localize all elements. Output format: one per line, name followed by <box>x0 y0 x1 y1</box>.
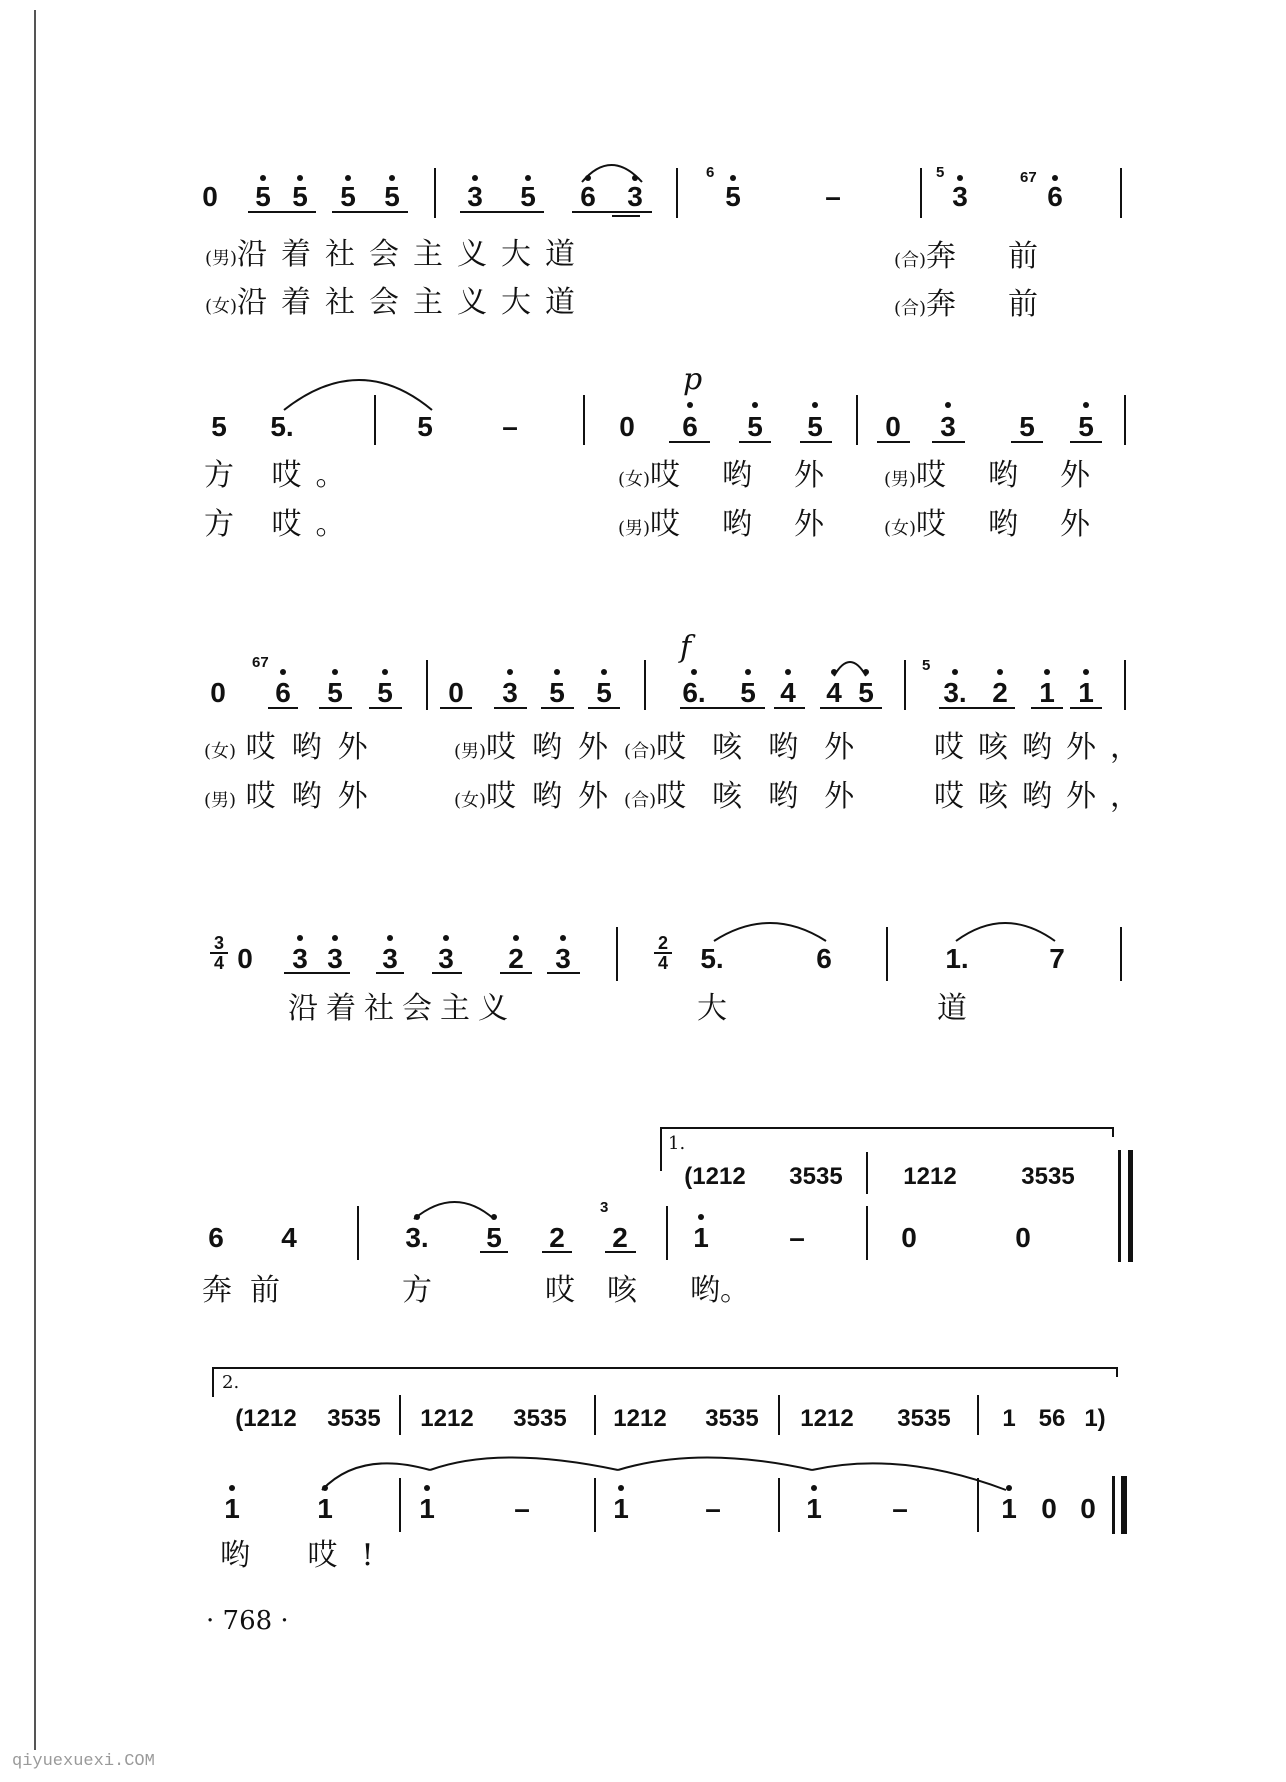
dash: – <box>502 411 518 442</box>
octave-dot <box>491 1214 497 1220</box>
lyrics: 方 <box>402 1273 432 1308</box>
barline <box>886 927 888 981</box>
barline <box>856 395 858 445</box>
note: 0 <box>202 181 218 212</box>
octave-dot <box>687 402 693 408</box>
accompaniment: 1212 <box>420 1405 474 1432</box>
octave-dot <box>507 669 513 675</box>
note: 0 <box>1015 1222 1031 1253</box>
note: 1 <box>806 1493 822 1524</box>
octave-dot <box>560 935 566 941</box>
barline <box>616 927 618 981</box>
accompaniment: 3535 <box>1021 1163 1075 1190</box>
grace-note: 5 <box>936 164 945 181</box>
note: 1 <box>693 1222 709 1253</box>
lyrics-part: (男)哎哟外(合)哎咳哟外 <box>454 730 881 765</box>
lyrics-part: (男) 哎哟外 <box>204 779 384 814</box>
note: 5 <box>807 411 823 442</box>
barline <box>594 1478 596 1532</box>
octave-dot <box>280 669 286 675</box>
note: 5 <box>255 181 271 212</box>
barline <box>357 1206 359 1260</box>
lyrics-line-1: 方 哎。 <box>204 458 360 493</box>
volta-bracket <box>212 1367 1118 1369</box>
note: 5 <box>520 181 536 212</box>
slur <box>284 380 432 410</box>
note: 5 <box>725 181 741 212</box>
note: 1 <box>224 1493 240 1524</box>
volta-bracket <box>660 1127 662 1171</box>
barline <box>904 660 906 710</box>
octave-dot <box>1083 669 1089 675</box>
volta-label: 1. <box>668 1133 686 1154</box>
note: 3 <box>292 943 308 974</box>
dash: – <box>789 1222 805 1253</box>
note: 0 <box>885 411 901 442</box>
dash: – <box>514 1493 530 1524</box>
note: 6 <box>208 1222 224 1253</box>
note: 1 <box>1001 1493 1017 1524</box>
note: 3. <box>943 677 967 708</box>
time-signature: 2 4 <box>654 934 672 972</box>
note: 7 <box>1049 943 1065 974</box>
repeat-barline <box>1118 1150 1121 1262</box>
note: 5 <box>292 181 308 212</box>
note: 1 <box>317 1493 333 1524</box>
accompaniment: 3535 <box>789 1163 843 1190</box>
note: 0 <box>1041 1493 1057 1524</box>
lyrics: 沿着社会主义 <box>288 991 516 1026</box>
accompaniment: (1212 <box>684 1163 746 1190</box>
lyrics-part: (女)哎哟外(合)哎咳哟外 <box>454 779 881 814</box>
note: 6 <box>580 181 596 212</box>
note: 3 <box>467 181 483 212</box>
note: 5 <box>1019 411 1035 442</box>
note: 5 <box>384 181 400 212</box>
barline <box>866 1206 868 1260</box>
repeat-barline <box>1128 1150 1133 1262</box>
octave-dot <box>601 669 607 675</box>
note: 5 <box>549 677 565 708</box>
note: 5 <box>596 677 612 708</box>
octave-dot <box>691 669 697 675</box>
accompaniment: 1) <box>1084 1405 1106 1432</box>
octave-dot <box>831 669 837 675</box>
volta-bracket <box>660 1127 1114 1129</box>
page-number: · 768 · <box>206 1606 289 1636</box>
note: 5 <box>327 677 343 708</box>
note: 5 <box>377 677 393 708</box>
lyrics-part: (女)哎哟外 <box>884 507 1133 542</box>
note: 5 <box>486 1222 502 1253</box>
note: 5 <box>417 411 433 442</box>
note: 2 <box>612 1222 628 1253</box>
slur <box>322 1463 430 1490</box>
barline <box>977 1395 979 1435</box>
accompaniment: 1212 <box>903 1163 957 1190</box>
note: 5. <box>700 943 724 974</box>
slur <box>834 662 866 676</box>
barline <box>666 1206 668 1260</box>
slur <box>414 1202 494 1219</box>
note: 0 <box>448 677 464 708</box>
barline <box>778 1478 780 1532</box>
barline <box>374 395 376 445</box>
note: 3 <box>327 943 343 974</box>
note: 5. <box>270 411 294 442</box>
note: 1 <box>1039 677 1055 708</box>
note: 6. <box>682 677 706 708</box>
octave-dot <box>785 669 791 675</box>
octave-dot <box>387 935 393 941</box>
dash: – <box>705 1493 721 1524</box>
barline <box>594 1395 596 1435</box>
note: 2 <box>992 677 1008 708</box>
barline <box>1124 660 1126 710</box>
barline <box>399 1395 401 1435</box>
slur <box>714 923 826 941</box>
note: 2 <box>549 1222 565 1253</box>
accompaniment: 56 <box>1038 1405 1066 1432</box>
octave-dot <box>424 1485 430 1491</box>
lyrics: 哎咳 <box>545 1273 669 1308</box>
octave-dot <box>1083 402 1089 408</box>
note: 3. <box>405 1222 429 1253</box>
barline <box>426 660 428 710</box>
accompaniment: 3535 <box>327 1405 381 1432</box>
accompaniment: 1212 <box>800 1405 854 1432</box>
note: 5 <box>858 677 874 708</box>
lyrics: 道 <box>937 991 967 1026</box>
note: 3 <box>382 943 398 974</box>
volta-bracket <box>1116 1367 1118 1377</box>
note: 1. <box>945 943 969 974</box>
lyrics: 哟 哎! <box>220 1538 398 1573</box>
slur <box>430 1458 618 1471</box>
barline <box>977 1478 979 1532</box>
grace-note: 6 <box>706 164 715 181</box>
final-barline <box>1121 1476 1127 1534</box>
note: 3 <box>627 181 643 212</box>
lyrics-female: (女)沿着社会主义大道 <box>205 285 590 320</box>
grace-note: 5 <box>922 657 931 674</box>
accompaniment: (1212 <box>235 1405 297 1432</box>
barline <box>583 395 585 445</box>
watermark-text: qiyuexuexi.COM <box>12 1752 155 1771</box>
note: 5 <box>211 411 227 442</box>
grace-note: 3 <box>600 1199 609 1216</box>
octave-dot <box>618 1485 624 1491</box>
volta-bracket <box>1112 1127 1114 1137</box>
note: 0 <box>210 677 226 708</box>
slur <box>618 1458 812 1471</box>
lyrics: 哟。 <box>690 1273 750 1308</box>
note: 4 <box>826 677 842 708</box>
octave-dot <box>863 669 869 675</box>
note: 1 <box>613 1493 629 1524</box>
barline <box>644 660 646 710</box>
accompaniment: 1 <box>1002 1405 1016 1432</box>
barline <box>866 1152 868 1194</box>
barline <box>920 168 922 218</box>
octave-dot <box>1006 1485 1012 1491</box>
note: 6 <box>682 411 698 442</box>
lyrics-part: (女) 哎哟外 <box>204 730 384 765</box>
barline <box>1124 395 1126 445</box>
note: 5 <box>740 677 756 708</box>
dash: – <box>825 181 841 212</box>
octave-dot <box>745 669 751 675</box>
lyrics-part: (女)哎哟外 <box>618 458 867 493</box>
volta-bracket <box>212 1367 214 1397</box>
barline <box>434 168 436 218</box>
note: 2 <box>508 943 524 974</box>
octave-dot <box>229 1485 235 1491</box>
accompaniment: 3535 <box>513 1405 567 1432</box>
accompaniment: 1212 <box>613 1405 667 1432</box>
octave-dot <box>698 1214 704 1220</box>
lyrics-chorus: (合)奔前 <box>894 287 1091 322</box>
octave-dot <box>952 669 958 675</box>
octave-dot <box>332 935 338 941</box>
octave-dot <box>322 1485 328 1491</box>
note: 0 <box>619 411 635 442</box>
note: 6 <box>1047 181 1063 212</box>
octave-dot <box>997 669 1003 675</box>
barline <box>399 1478 401 1532</box>
barline <box>1120 927 1122 981</box>
note: 3 <box>952 181 968 212</box>
lyrics-line-2: 方 哎。 <box>204 507 360 542</box>
lyrics: 奔前 <box>202 1273 298 1308</box>
note: 3 <box>555 943 571 974</box>
lyrics-part: (男)哎哟外 <box>618 507 867 542</box>
note: 5 <box>1078 411 1094 442</box>
octave-dot <box>443 935 449 941</box>
volta-label: 2. <box>222 1372 240 1393</box>
octave-dot <box>811 1485 817 1491</box>
note: 0 <box>1080 1493 1096 1524</box>
note: 4 <box>281 1222 297 1253</box>
lyrics-chorus: (合)奔前 <box>894 239 1091 274</box>
lyrics-part: 哎咳哟外， <box>934 779 1154 814</box>
note: 6 <box>816 943 832 974</box>
octave-dot <box>297 935 303 941</box>
note: 1 <box>419 1493 435 1524</box>
final-barline <box>1112 1476 1115 1534</box>
grace-note: 67 <box>1020 169 1037 186</box>
accompaniment: 3535 <box>705 1405 759 1432</box>
note: 1 <box>1078 677 1094 708</box>
barline <box>676 168 678 218</box>
octave-dot <box>752 402 758 408</box>
octave-dot <box>414 1214 420 1220</box>
dash: – <box>892 1493 908 1524</box>
note: 3 <box>502 677 518 708</box>
note: 6 <box>275 677 291 708</box>
dynamic-marking: p <box>683 362 703 397</box>
octave-dot <box>554 669 560 675</box>
octave-dot <box>332 669 338 675</box>
lyrics-part: 哎咳哟外， <box>934 730 1154 765</box>
note: 5 <box>747 411 763 442</box>
slur <box>956 923 1055 941</box>
octave-dot <box>513 935 519 941</box>
note: 3 <box>940 411 956 442</box>
dynamic-marking: f <box>680 630 692 665</box>
note: 0 <box>901 1222 917 1253</box>
barline <box>778 1395 780 1435</box>
lyrics-part: (男)哎哟外 <box>884 458 1133 493</box>
accompaniment: 3535 <box>897 1405 951 1432</box>
lyrics-male: (男)沿着社会主义大道 <box>205 237 590 272</box>
grace-note: 67 <box>252 654 269 671</box>
note: 0 <box>237 943 253 974</box>
note: 4 <box>780 677 796 708</box>
note: 3 <box>438 943 454 974</box>
octave-dot <box>945 402 951 408</box>
lyrics: 大 <box>697 991 727 1026</box>
octave-dot <box>812 402 818 408</box>
note: 5 <box>340 181 356 212</box>
barline <box>1120 168 1122 218</box>
octave-dot <box>1044 669 1050 675</box>
time-signature: 3 4 <box>210 934 228 972</box>
octave-dot <box>382 669 388 675</box>
